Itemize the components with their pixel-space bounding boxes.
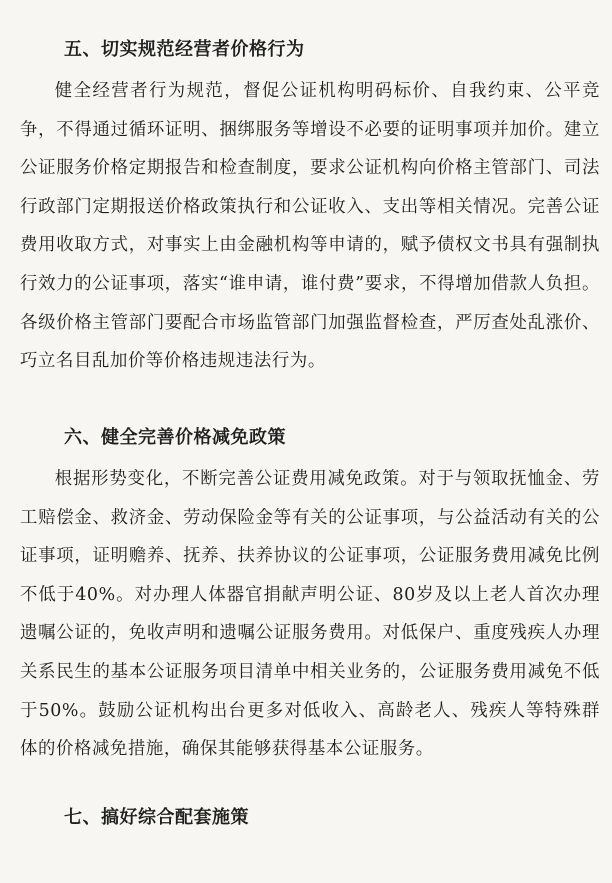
section-paragraph-five: 健全经营者行为规范，督促公证机构明码标价、自我约束、公平竞争，不得通过循环证明、捆绑服务等增设不必要的证明事项并加价。建立公证服务价格定期报告和检查制度，要求公证机构向价格主管部门、司法行政部门定期报送价格政策执行和公证收入、支出等相关情况。完善公证费用收取方式，对事实上由金融机构等申请的，赋予债权文书具有强制执行效力的公证事项，落实“谁申请，谁付费”要求，不得增加借款人负担。各级价格主管部门要配合市场监管部门加强监督检查，严厉查处乱涨价、巧立名目乱加价等价格违规违法行为。 [20, 81, 600, 372]
section-heading-six: 六、健全完善价格减免政策 [64, 427, 286, 448]
section-heading-seven: 七、搞好综合配套施策 [64, 807, 249, 828]
section-six [20, 426, 600, 769]
section-heading-five: 五、切实规范经营者价格行为 [64, 39, 305, 60]
section-seven [20, 806, 600, 830]
section-five [20, 38, 600, 381]
section-paragraph-six: 根据形势变化，不断完善公证费用减免政策。对于与领取抚恤金、劳工赔偿金、救济金、劳动保险金等有关的公证事项，与公益活动有关的公证事项，证明赡养、抚养、扶养协议的公证事项，公证服务费用减免比例不低于40%。对办理人体器官捐献声明公证、80岁及以上老人首次办理遗嘱公证的，免收声明和遗嘱公证服务费用。对低保户、重度残疾人办理关系民生的基本公证服务项目清单中相关业务的，公证服务费用减免不低于50%。鼓励公证机构出台更多对低收入、高龄老人、残疾人等特殊群体的价格减免措施，确保其能够获得基本公证服务。 [20, 469, 600, 760]
